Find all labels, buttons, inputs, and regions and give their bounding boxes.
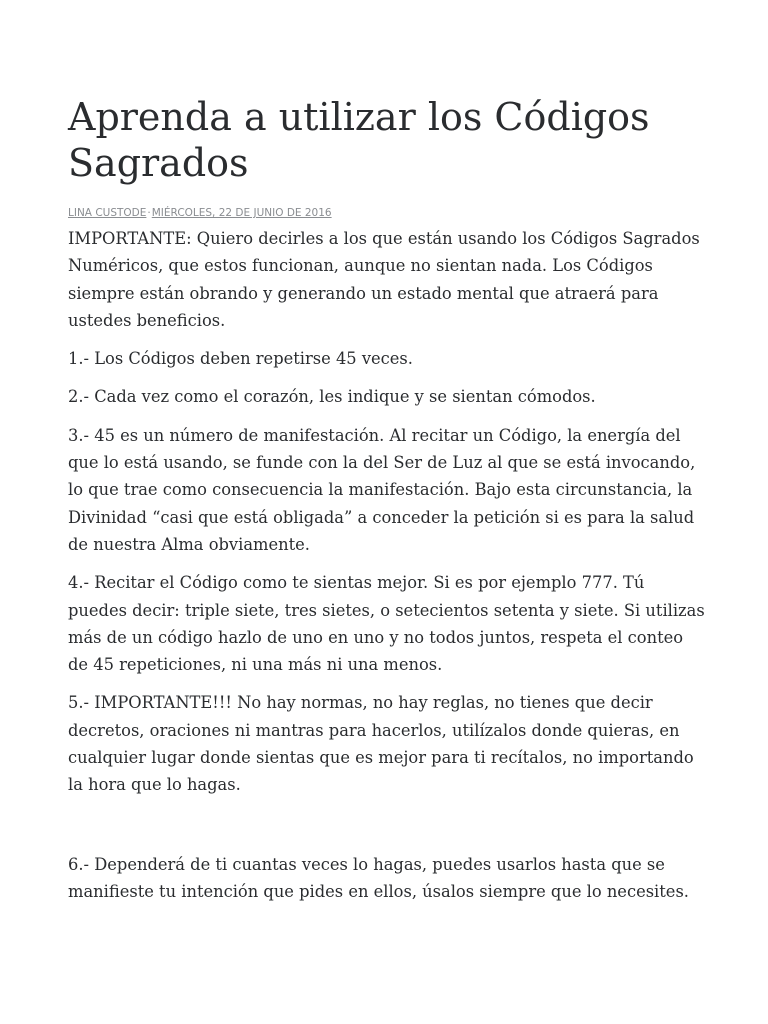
paragraph-item-5: 5.- IMPORTANTE!!! No hay normas, no hay reglas, no tienes que decir decretos, oraciones ni mantras para hacerlos, utilízalos donde quieras, en cualquier lugar donde sientas que es mejor para ti recítalos, no importando la hora que lo hagas. [68, 693, 694, 795]
article-body [68, 225, 708, 916]
paragraph-item-3: 3.- 45 es un número de manifestación. Al recitar un Código, la energía del que lo está usando, se funde con la del Ser de Luz al que se está invocando, lo que trae como consecuencia la manifestación. Bajo esta circunstancia, la Divinidad “casi que está obligada” a conceder la petición si es para la salud de nuestra Alma obviamente. [68, 425, 696, 554]
paragraph-intro: IMPORTANTE: Quiero decirles a los que están usando los Códigos Sagrados Numéricos, que estos funcionan, aunque no sientan nada. Los Códigos siempre están obrando y generando un estado mental que atraerá para ustedes beneficios. [68, 229, 700, 330]
paragraph-item-1: 1.- Los Códigos deben repetirse 45 veces. [68, 349, 413, 369]
article-meta [68, 207, 332, 219]
paragraph-item-2: 2.- Cada vez como el corazón, les indique y se sientan cómodos. [68, 387, 596, 407]
author-link[interactable]: LINA CUSTODE [68, 207, 147, 219]
date-link[interactable]: MIÉRCOLES, 22 DE JUNIO DE 2016 [151, 207, 332, 219]
article-title: Aprenda a utilizar los Códigos Sagrados [68, 95, 650, 185]
meta-separator: · [147, 207, 151, 219]
paragraph-item-4: 4.- Recitar el Código como te sientas mejor. Si es por ejemplo 777. Tú puedes decir: triple siete, tres sietes, o setecientos setenta y siete. Si utilizas más de un código hazlo de uno en uno y no todos juntos, respeta el conteo de 45 repeticiones, ni una más ni una menos. [68, 573, 705, 675]
paragraph-item-6: 6.- Dependerá de ti cuantas veces lo hagas, puedes usarlos hasta que se manifieste tu intención que pides en ellos, úsalos siempre que lo necesites. [68, 854, 689, 901]
